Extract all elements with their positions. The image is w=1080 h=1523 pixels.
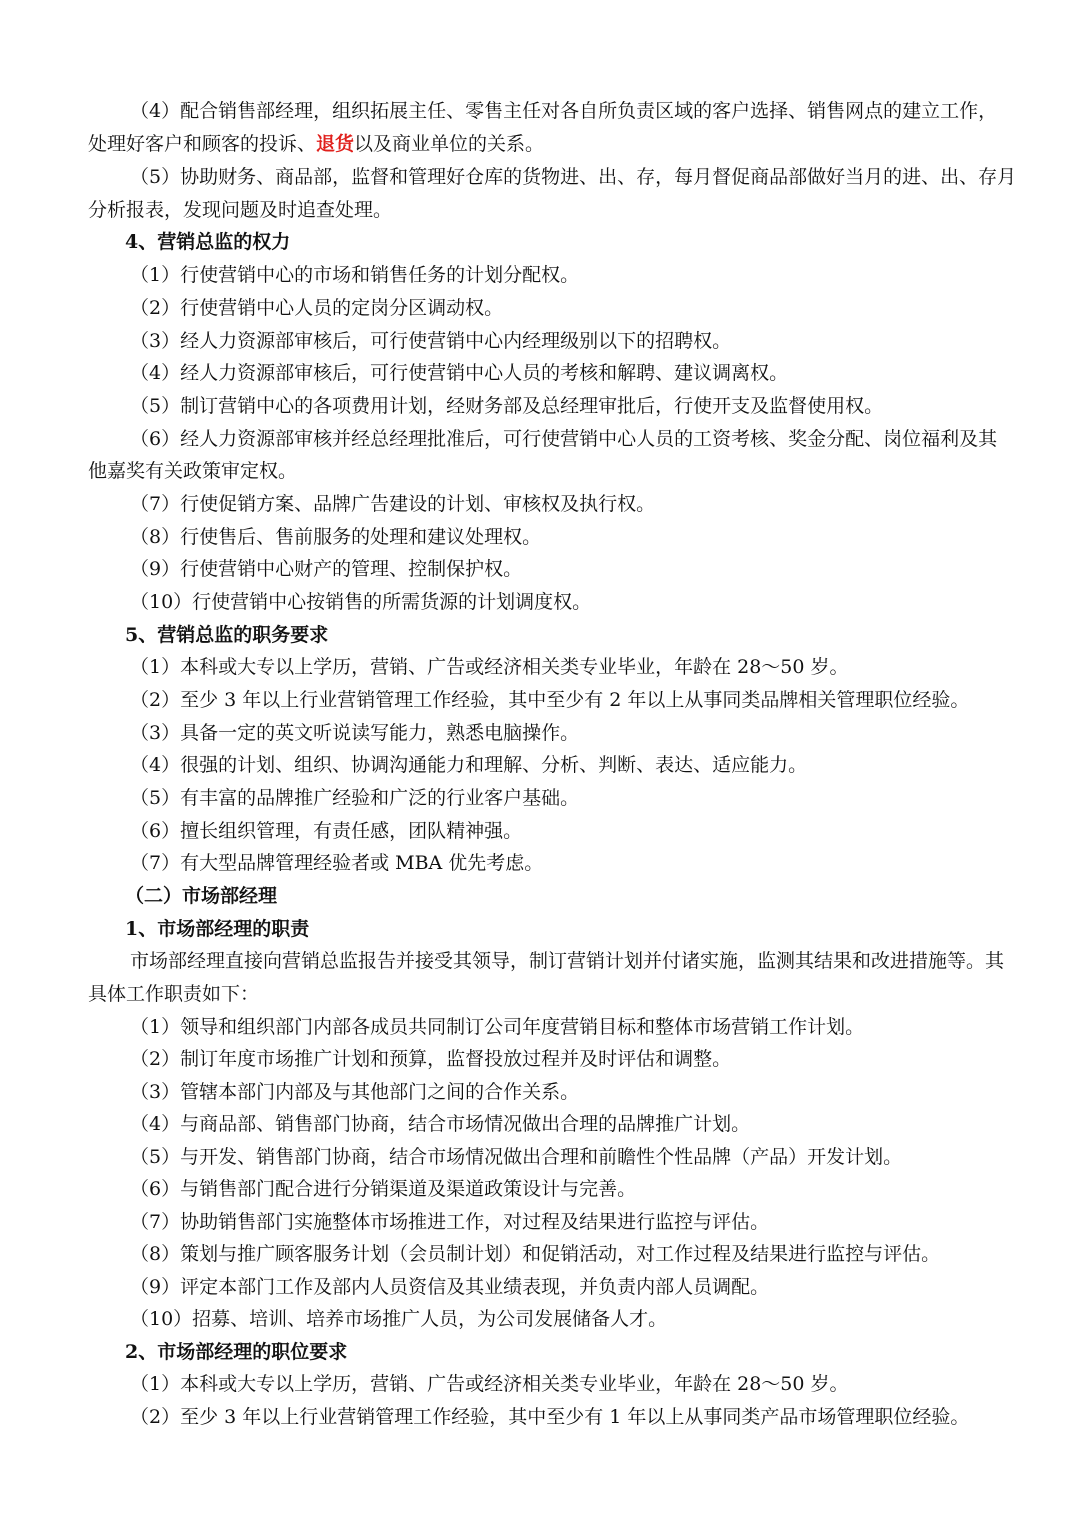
section-heading: 4、营销总监的权力 bbox=[125, 231, 291, 253]
list-item: （9）评定本部门工作及部内人员资信及其业绩表现，并负责内部人员调配。 bbox=[130, 1276, 770, 1298]
paragraph-line: （5）协助财务、商品部，监督和管理好仓库的货物进、出、存，每月督促商品部做好当月的进、出、存月 bbox=[130, 166, 1017, 188]
list-item: （3）经人力资源部审核后，可行使营销中心内经理级别以下的招聘权。 bbox=[130, 330, 732, 352]
list-item: （3）具备一定的英文听说读写能力，熟悉电脑操作。 bbox=[130, 722, 580, 744]
list-item: （3）管辖本部门内部及与其他部门之间的合作关系。 bbox=[130, 1081, 580, 1103]
highlighted-term: 退货 bbox=[316, 133, 355, 155]
list-item: （1）行使营销中心的市场和销售任务的计划分配权。 bbox=[130, 264, 580, 286]
list-item: （5）制订营销中心的各项费用计划，经财务部及总经理审批后，行使开支及监督使用权。 bbox=[130, 395, 884, 417]
section-heading: 1、市场部经理的职责 bbox=[125, 918, 310, 940]
list-item: （4）经人力资源部审核后，可行使营销中心人员的考核和解聘、建议调离权。 bbox=[130, 362, 789, 384]
list-item: （6）擅长组织管理，有责任感，团队精神强。 bbox=[130, 820, 523, 842]
paragraph-line: 具体工作职责如下： bbox=[88, 983, 260, 1005]
list-item: （7）有大型品牌管理经验者或 MBA 优先考虑。 bbox=[130, 852, 544, 874]
list-item: （4）很强的计划、组织、协调沟通能力和理解、分析、判断、表达、适应能力。 bbox=[130, 754, 808, 776]
list-item: （7）行使促销方案、品牌广告建设的计划、审核权及执行权。 bbox=[130, 493, 656, 515]
list-item-continued: 他嘉奖有关政策审定权。 bbox=[88, 460, 298, 482]
paragraph-line bbox=[88, 131, 544, 157]
list-item: （6）经人力资源部审核并经总经理批准后，可行使营销中心人员的工资考核、奖金分配、岗位福利及其 bbox=[130, 428, 998, 450]
list-item: （2）至少 3 年以上行业营销管理工作经验，其中至少有 2 年以上从事同类品牌相关管理职位经验。 bbox=[130, 689, 970, 711]
section-title: （二）市场部经理 bbox=[125, 885, 278, 907]
paragraph-line: 市场部经理直接向营销总监报告并接受其领导，制订营销计划并付诸实施，监测其结果和改进措施等。其 bbox=[130, 950, 1005, 972]
list-item: （2）至少 3 年以上行业营销管理工作经验，其中至少有 1 年以上从事同类产品市场管理职位经验。 bbox=[130, 1406, 970, 1428]
list-item: （10）行使营销中心按销售的所需货源的计划调度权。 bbox=[130, 591, 592, 613]
list-item: （2）制订年度市场推广计划和预算，监督投放过程并及时评估和调整。 bbox=[130, 1048, 732, 1070]
text-segment: 以及商业单位的关系。 bbox=[354, 133, 545, 155]
paragraph-line: （4）配合销售部经理，组织拓展主任、零售主任对各自所负责区域的客户选择、销售网点的建立工作， bbox=[130, 100, 998, 122]
list-item: （8）策划与推广顾客服务计划（会员制计划）和促销活动，对工作过程及结果进行监控与评估。 bbox=[130, 1243, 941, 1265]
paragraph-line: 分析报表，发现问题及时追查处理。 bbox=[88, 199, 393, 221]
list-item: （2）行使营销中心人员的定岗分区调动权。 bbox=[130, 297, 504, 319]
list-item: （1）领导和组织部门内部各成员共同制订公司年度营销目标和整体市场营销工作计划。 bbox=[130, 1016, 865, 1038]
list-item: （10）招募、培训、培养市场推广人员，为公司发展储备人才。 bbox=[130, 1308, 668, 1330]
list-item: （4）与商品部、销售部门协商，结合市场情况做出合理的品牌推广计划。 bbox=[130, 1113, 751, 1135]
list-item: （1）本科或大专以上学历，营销、广告或经济相关类专业毕业，年龄在 28～50 岁。 bbox=[130, 1373, 849, 1395]
list-item: （5）有丰富的品牌推广经验和广泛的行业客户基础。 bbox=[130, 787, 580, 809]
section-heading: 2、市场部经理的职位要求 bbox=[125, 1341, 348, 1363]
text-segment: 处理好客户和顾客的投诉、 bbox=[88, 133, 317, 155]
list-item: （8）行使售后、售前服务的处理和建议处理权。 bbox=[130, 526, 542, 548]
list-item: （6）与销售部门配合进行分销渠道及渠道政策设计与完善。 bbox=[130, 1178, 637, 1200]
list-item: （9）行使营销中心财产的管理、控制保护权。 bbox=[130, 558, 523, 580]
list-item: （5）与开发、销售部门协商，结合市场情况做出合理和前瞻性个性品牌（产品）开发计划。 bbox=[130, 1146, 903, 1168]
list-item: （1）本科或大专以上学历，营销、广告或经济相关类专业毕业，年龄在 28～50 岁。 bbox=[130, 656, 849, 678]
list-item: （7）协助销售部门实施整体市场推进工作，对过程及结果进行监控与评估。 bbox=[130, 1211, 770, 1233]
section-heading: 5、营销总监的职务要求 bbox=[125, 624, 329, 646]
